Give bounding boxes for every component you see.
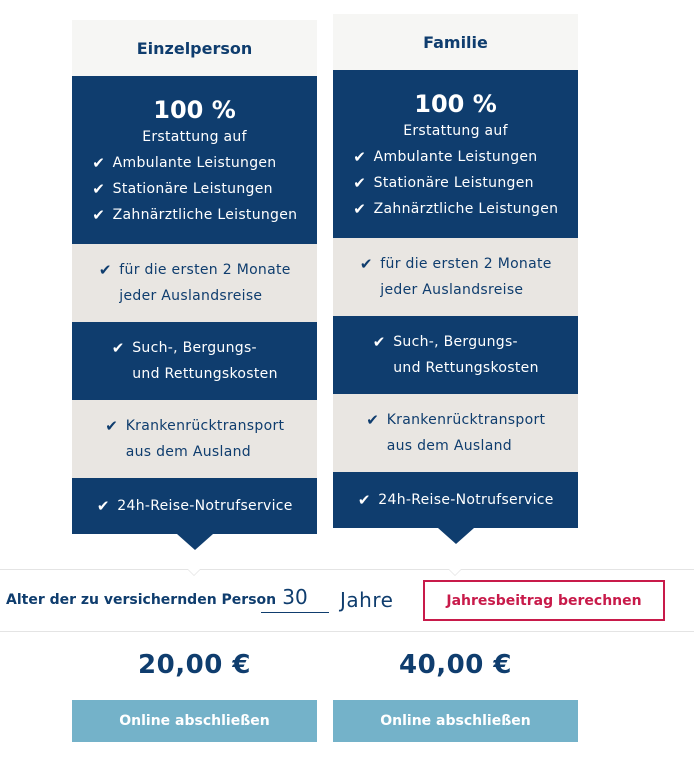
feature-label: 24h-Reise-Notrufservice: [117, 498, 293, 514]
check-icon: ✔: [353, 173, 367, 192]
pointer-down-icon: [177, 534, 213, 550]
feature-label: Krankenrücktransport: [386, 412, 546, 428]
feature-label: Such-, Bergungs-: [132, 340, 257, 356]
feature-row: [72, 244, 317, 322]
check-icon: ✔: [92, 205, 106, 224]
check-icon: ✔: [111, 339, 125, 357]
plan-price: 20,00 €: [138, 650, 251, 680]
feature-row: [72, 478, 317, 534]
check-icon: ✔: [359, 255, 373, 273]
feature-label-continued: und Rettungskosten: [132, 366, 278, 382]
plan-title: Familie: [333, 14, 578, 70]
feature-label-continued: aus dem Ausland: [386, 438, 512, 454]
check-icon: ✔: [353, 147, 367, 166]
plan-price: 40,00 €: [399, 650, 512, 680]
calculate-premium-button[interactable]: Jahresbeitrag berechnen: [423, 580, 665, 621]
check-icon: ✔: [372, 333, 386, 351]
check-icon: ✔: [353, 199, 367, 218]
feature-label-continued: und Rettungskosten: [393, 360, 539, 376]
pointer-down-icon: [438, 528, 474, 544]
age-calculator: [0, 569, 694, 632]
feature-label: 24h-Reise-Notrufservice: [378, 492, 554, 508]
coverage-subtitle: Erstattung auf: [403, 122, 508, 139]
plan-card-familie: [333, 14, 578, 544]
feature-label: für die ersten 2 Monate: [119, 262, 291, 278]
check-icon: ✔: [98, 261, 112, 279]
age-unit: Jahre: [340, 588, 394, 612]
coverage-section: [333, 70, 578, 238]
check-icon: ✔: [105, 417, 119, 435]
benefit-item: [92, 176, 298, 202]
benefit-item: [92, 202, 298, 228]
check-icon: ✔: [96, 497, 110, 515]
feature-row: [333, 238, 578, 316]
feature-label-continued: aus dem Ausland: [125, 444, 251, 460]
benefit-item: [353, 196, 559, 222]
feature-row: [333, 394, 578, 472]
benefit-item: [353, 170, 559, 196]
coverage-section: [72, 76, 317, 244]
feature-label-continued: jeder Auslandsreise: [119, 288, 263, 304]
feature-row: [72, 322, 317, 400]
coverage-percent: 100 %: [153, 95, 236, 124]
plan-card-einzelperson: [72, 20, 317, 550]
check-icon: ✔: [366, 411, 380, 429]
check-icon: ✔: [92, 179, 106, 198]
benefit-list: [92, 150, 298, 228]
coverage-percent: 100 %: [414, 89, 497, 118]
notch-icon: [187, 569, 201, 577]
age-label: Alter der zu versichernden Person: [6, 592, 277, 608]
benefit-label: Ambulante Leistungen: [112, 154, 277, 171]
feature-label: Such-, Bergungs-: [393, 334, 518, 350]
benefit-label: Stationäre Leistungen: [112, 180, 273, 197]
feature-label: Krankenrücktransport: [125, 418, 285, 434]
check-icon: ✔: [357, 491, 371, 509]
feature-row: [333, 316, 578, 394]
age-input[interactable]: [261, 582, 329, 613]
benefit-label: Ambulante Leistungen: [373, 148, 538, 165]
feature-row: [72, 400, 317, 478]
benefit-label: Zahnärztliche Leistungen: [373, 200, 559, 217]
feature-label: für die ersten 2 Monate: [380, 256, 552, 272]
coverage-subtitle: Erstattung auf: [142, 128, 247, 145]
feature-label-continued: jeder Auslandsreise: [380, 282, 524, 298]
online-checkout-button[interactable]: Online abschließen: [333, 700, 578, 742]
check-icon: ✔: [92, 153, 106, 172]
benefit-item: [353, 144, 559, 170]
benefit-label: Stationäre Leistungen: [373, 174, 534, 191]
feature-row: [333, 472, 578, 528]
benefit-label: Zahnärztliche Leistungen: [112, 206, 298, 223]
benefit-list: [353, 144, 559, 222]
notch-icon: [448, 569, 462, 577]
benefit-item: [92, 150, 298, 176]
plan-title: Einzelperson: [72, 20, 317, 76]
online-checkout-button[interactable]: Online abschließen: [72, 700, 317, 742]
